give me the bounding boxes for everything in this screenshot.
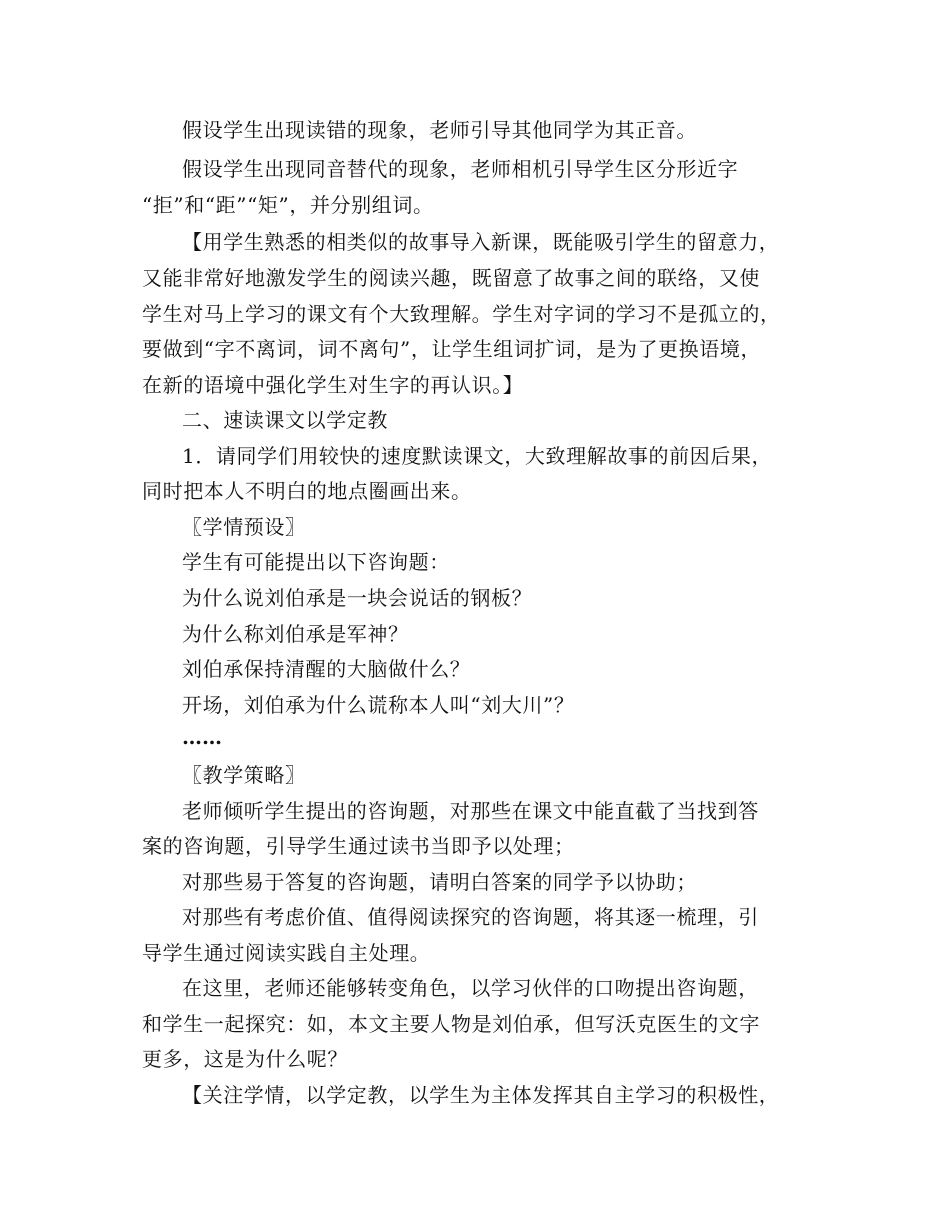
paragraph-line: “拒”和“距”“矩”，并分别组词。 [142,193,434,217]
paragraph-line: 1．请同学们用较快的速度默读课文，大致理解故事的前因后果， [182,444,773,468]
paragraph-line: 导学生通过阅读实践自主处理。 [142,941,431,965]
question-line: 刘伯承保持清醒的大脑做什么？ [182,657,471,681]
paragraph-line: 又能非常好地激发学生的阅读兴趣，既留意了故事之间的联络，又使 [142,266,760,290]
subsection-heading: 〖学情预设〗 [182,515,306,539]
paragraph-line: 学生有可能提出以下咨询题： [182,550,450,574]
question-line: 为什么称刘伯承是军神？ [182,622,409,646]
paragraph-line: 同时把本人不明白的地点圈画出来。 [142,479,472,503]
paragraph-line: 【用学生熟悉的相类似的故事导入新课，既能吸引学生的留意力， [182,230,780,254]
paragraph-line: 和学生一起探究：如，本文主要人物是刘伯承，但写沃克医生的文字 [142,1012,760,1036]
paragraph-line: 学生对马上学习的课文有个大致理解。学生对字词的学习不是孤立的， [142,302,781,326]
paragraph-line: 假设学生出现同音替代的现象，老师相机引导学生区分形近字 [182,157,739,181]
paragraph-line: 对那些有考虑价值、值得阅读探究的咨询题，将其逐一梳理，引 [182,905,759,929]
paragraph-line: 更多，这是为什么呢？ [142,1047,348,1071]
paragraph-line: 要做到“字不离词，词不离句”，让学生组词扩词，是为了更换语境， [142,337,762,361]
subsection-heading: 〖教学策略〗 [182,763,306,787]
paragraph-line: 案的咨询题，引导学生通过读书当即予以处理； [142,834,575,858]
paragraph-line: 在新的语境中强化学生对生字的再认识。】 [142,373,524,397]
question-line: 为什么说刘伯承是一块会说话的钢板？ [182,586,533,610]
paragraph-line: 在这里，老师还能够转变角色，以学习伙伴的口吻提出咨询题， [182,976,759,1000]
paragraph-line: 【关注学情，以学定教，以学生为主体发挥其自主学习的积极性， [182,1083,780,1107]
section-heading: 二、速读课文以学定教 [182,408,388,432]
paragraph-line: 假设学生出现读错的现象，老师引导其他同学为其正音。 [182,118,697,142]
question-line: 开场，刘伯承为什么谎称本人叫“刘大川”？ [182,693,575,717]
paragraph-line: 对那些易于答复的咨询题，请明白答案的同学予以协助； [182,870,697,894]
paragraph-line: 老师倾听学生提出的咨询题，对那些在课文中能直截了当找到答 [182,799,759,823]
ellipsis: …… [182,725,222,749]
